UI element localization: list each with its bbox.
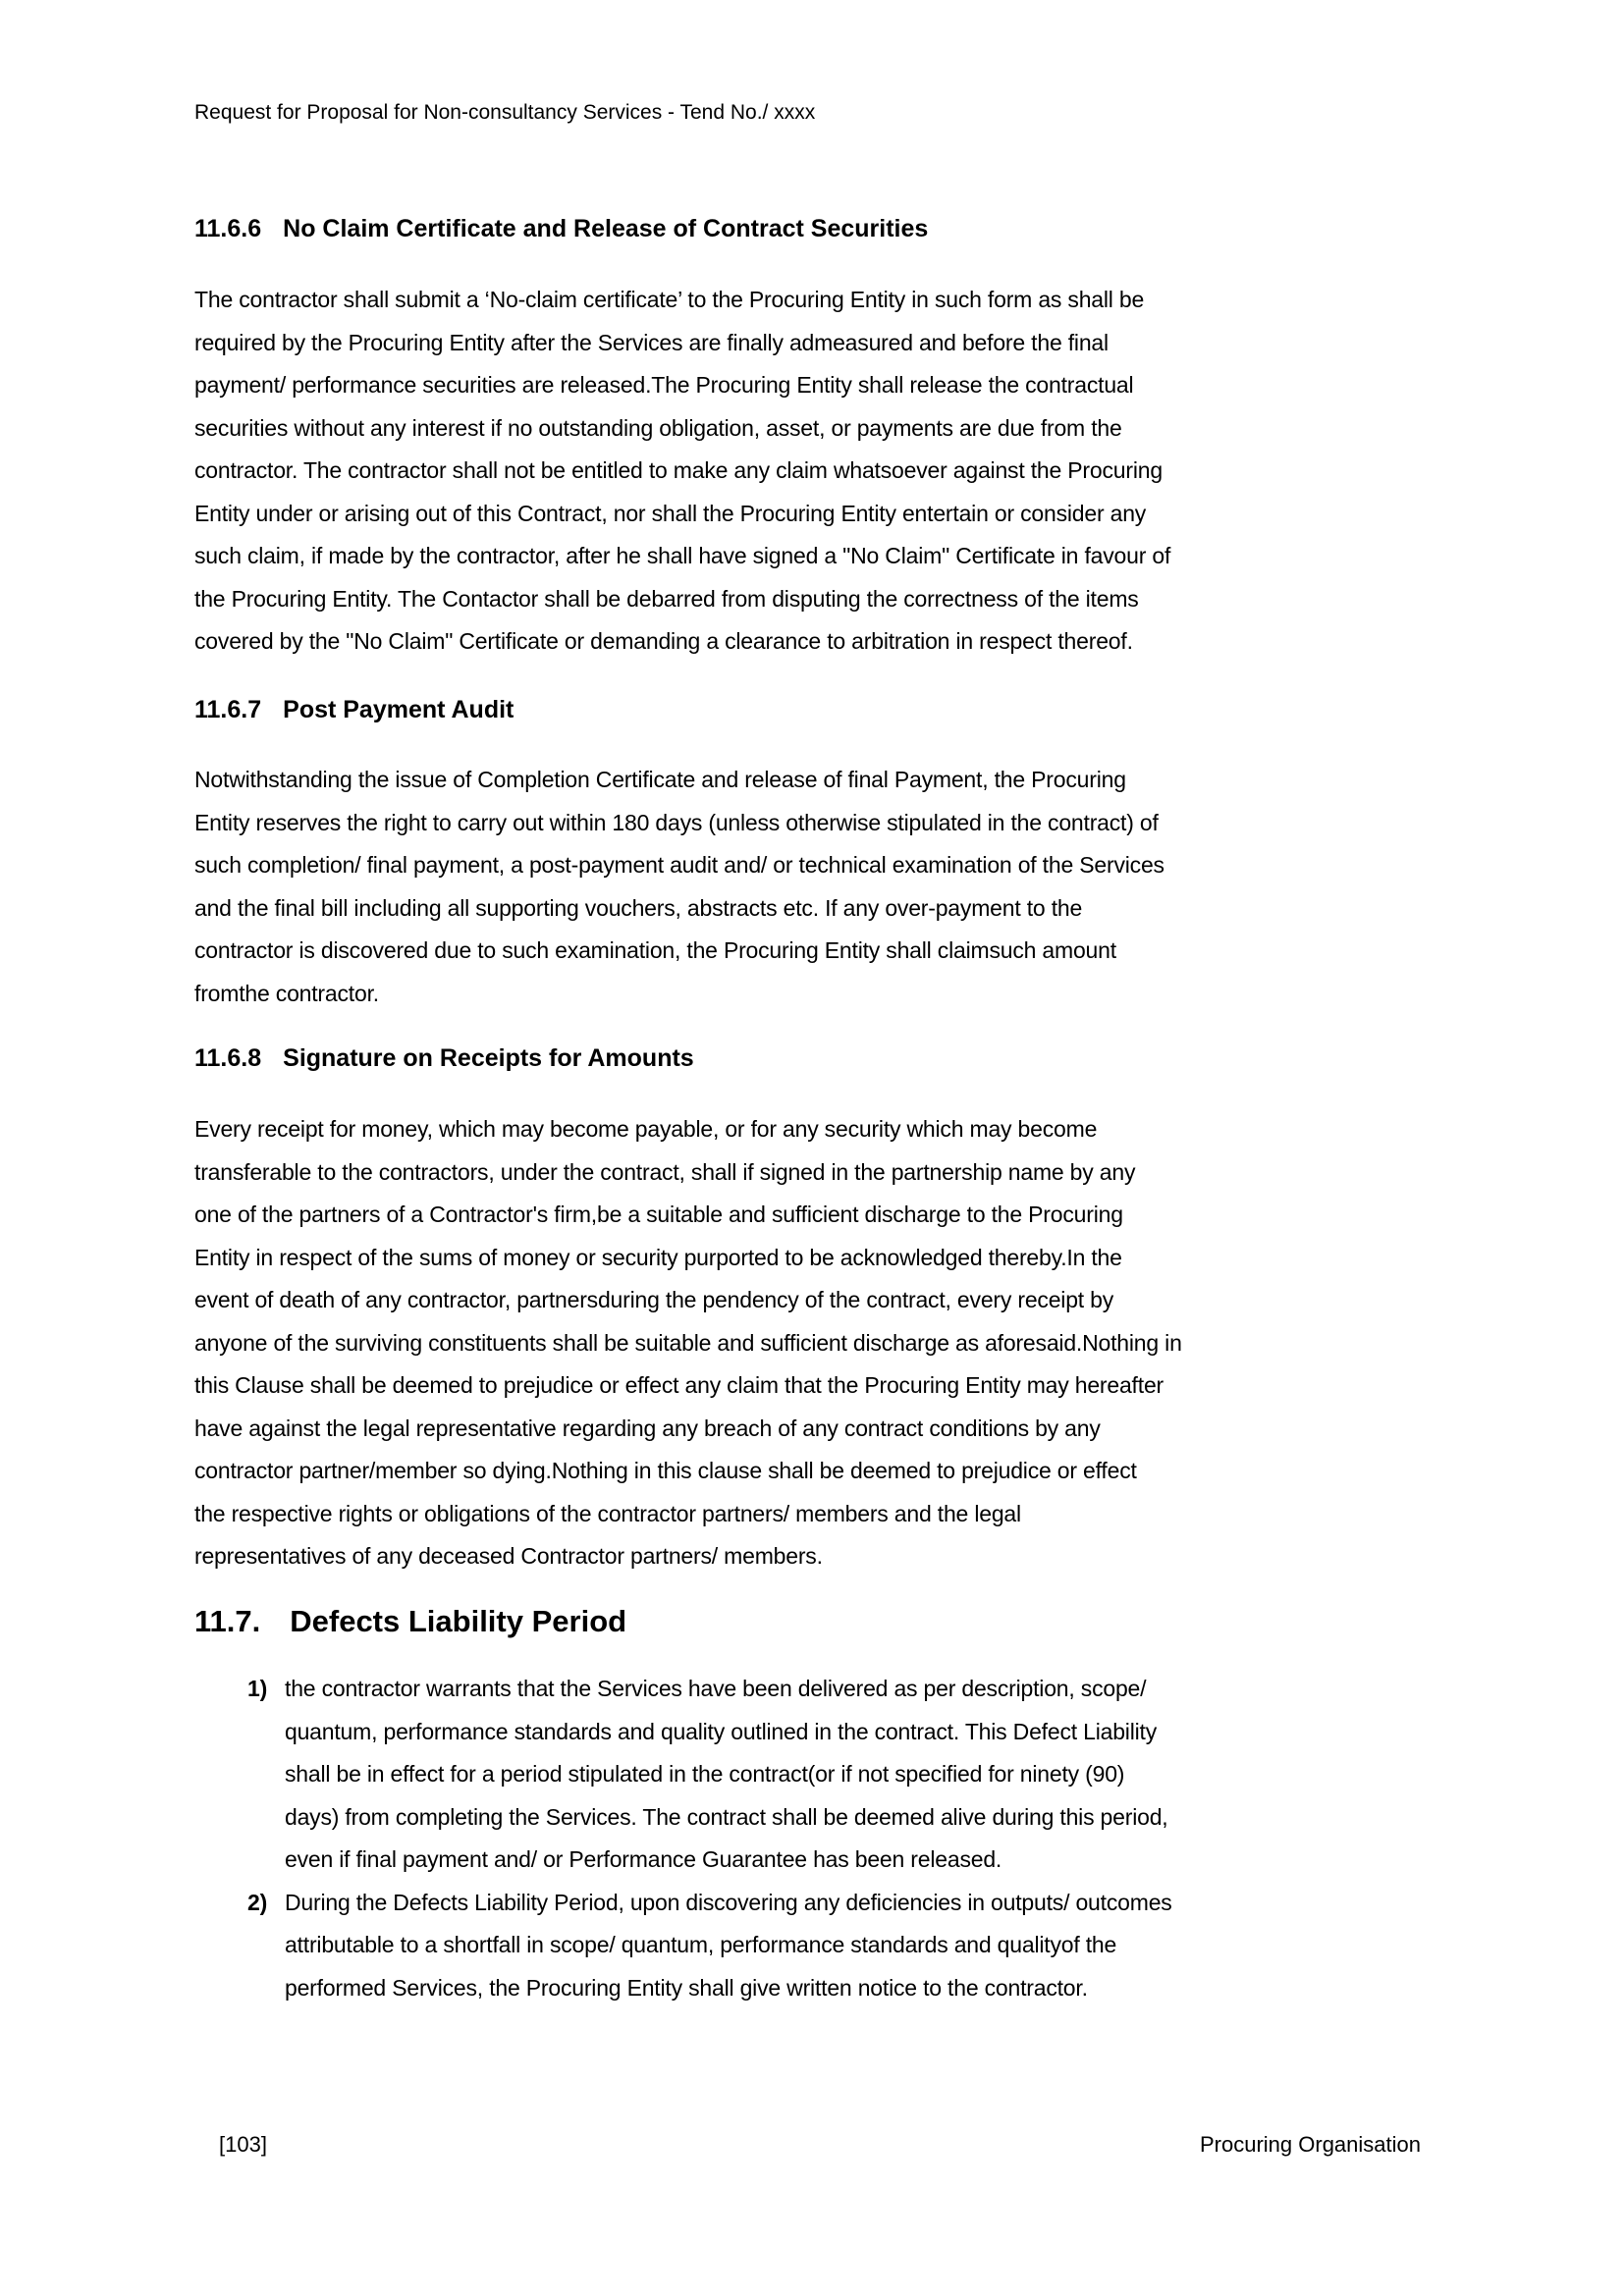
section-body-11-6-6 — [194, 279, 1451, 664]
text-line: During the Defects Liability Period, upon discovering any deficiencies in outputs/ outcomes — [285, 1889, 1172, 1915]
section-number: 11.6.8 — [194, 1044, 262, 1072]
text-line: required by the Procuring Entity after the Services are finally admeasured and before the final — [194, 329, 1109, 355]
text-line: fromthe contractor. — [194, 980, 379, 1006]
text-line: quantum, performance standards and quality outlined in the contract. This Defect Liability — [285, 1718, 1158, 1744]
text-line: and the final bill including all supporting vouchers, abstracts etc. If any over-payment to the — [194, 894, 1083, 921]
text-line: Entity reserves the right to carry out within 180 days (unless otherwise stipulated in the contract) of — [194, 809, 1159, 835]
section-number: 11.6.7 — [194, 696, 262, 723]
text-line: attributable to a shortfall in scope/ quantum, performance standards and qualityof the — [285, 1932, 1117, 1957]
text-line: Every receipt for money, which may become payable, or for any security which may become — [194, 1116, 1098, 1142]
text-line: one of the partners of a Contractor's firm,be a suitable and sufficient discharge to the Procuring — [194, 1201, 1123, 1227]
text-line: Notwithstanding the issue of Completion Certificate and release of final Payment, the Procuring — [194, 767, 1126, 792]
list-item-text — [285, 1668, 1455, 1882]
section-body-11-6-8 — [194, 1108, 1451, 1578]
section-number: 11.7. — [194, 1604, 261, 1638]
text-line: performed Services, the Procuring Entity shall give written notice to the contractor. — [285, 1974, 1088, 2001]
text-line: shall be in effect for a period stipulated in the contract(or if not specified for ninety (90) — [285, 1761, 1125, 1787]
text-line: contractor is discovered due to such examination, the Procuring Entity shall claimsuch amount — [194, 937, 1116, 963]
numbered-list — [247, 1668, 1455, 2009]
text-line: transferable to the contractors, under the contract, shall if signed in the partnership name by any — [194, 1158, 1136, 1185]
text-line: Entity under or arising out of this Contract, nor shall the Procuring Entity entertain or consider any — [194, 500, 1147, 526]
text-line: anyone of the surviving constituents shall be suitable and sufficient discharge as aforesaid.Nothing in — [194, 1329, 1182, 1356]
text-line: days) from completing the Services. The contract shall be deemed alive during this period, — [285, 1803, 1168, 1830]
page-number: [103] — [219, 2132, 267, 2157]
text-line: payment/ performance securities are released.The Procuring Entity shall release the contractual — [194, 372, 1134, 398]
text-line: the contractor warrants that the Services have been delivered as per description, scope/ — [285, 1676, 1147, 1701]
text-line: the Procuring Entity. The Contactor shall be debarred from disputing the correctness of the items — [194, 585, 1139, 612]
section-title: Post Payment Audit — [283, 696, 514, 723]
list-item-text — [285, 1882, 1455, 2010]
section-heading-11-7 — [194, 1603, 626, 1639]
text-line: securities without any interest if no outstanding obligation, asset, or payments are due from the — [194, 414, 1122, 441]
text-line: contractor partner/member so dying.Nothing in this clause shall be deemed to prejudice or effect — [194, 1458, 1137, 1483]
text-line: even if final payment and/ or Performance Guarantee has been released. — [285, 1846, 1002, 1872]
section-heading-11-6-6 — [194, 214, 928, 243]
text-line: such completion/ final payment, a post-payment audit and/ or technical examination of the Services — [194, 852, 1164, 878]
footer-organisation: Procuring Organisation — [1199, 2132, 1421, 2157]
section-heading-11-6-8 — [194, 1043, 694, 1073]
text-line: Entity in respect of the sums of money or security purported to be acknowledged thereby.In the — [194, 1244, 1122, 1270]
text-line: such claim, if made by the contractor, after he shall have signed a "No Claim" Certificate in favour of — [194, 543, 1171, 568]
running-header: Request for Proposal for Non-consultancy Services - Tend No./ xxxx — [194, 101, 816, 124]
text-line: covered by the "No Claim" Certificate or demanding a clearance to arbitration in respect thereof. — [194, 628, 1133, 654]
list-item-marker: 1) — [247, 1676, 268, 1701]
section-body-11-6-7 — [194, 759, 1451, 1015]
text-line: The contractor shall submit a ‘No-claim certificate’ to the Procuring Entity in such form as shall be — [194, 287, 1145, 312]
section-title: Defects Liability Period — [290, 1604, 627, 1638]
section-heading-11-6-7 — [194, 695, 514, 724]
list-item-1 — [247, 1668, 1455, 1882]
section-number: 11.6.6 — [194, 215, 262, 242]
list-item-marker: 2) — [247, 1889, 268, 1915]
text-line: have against the legal representative regarding any breach of any contract conditions by any — [194, 1415, 1101, 1441]
text-line: representatives of any deceased Contractor partners/ members. — [194, 1543, 823, 1569]
section-title: Signature on Receipts for Amounts — [283, 1044, 694, 1072]
text-line: contractor. The contractor shall not be entitled to make any claim whatsoever against the Procuring — [194, 457, 1163, 483]
text-line: the respective rights or obligations of the contractor partners/ members and the legal — [194, 1500, 1021, 1526]
text-line: this Clause shall be deemed to prejudice or effect any claim that the Procuring Entity may hereafter — [194, 1372, 1164, 1398]
list-item-2 — [247, 1882, 1455, 2010]
section-title: No Claim Certificate and Release of Contract Securities — [283, 215, 929, 242]
text-line: event of death of any contractor, partnersduring the pendency of the contract, every receipt by — [194, 1287, 1114, 1312]
